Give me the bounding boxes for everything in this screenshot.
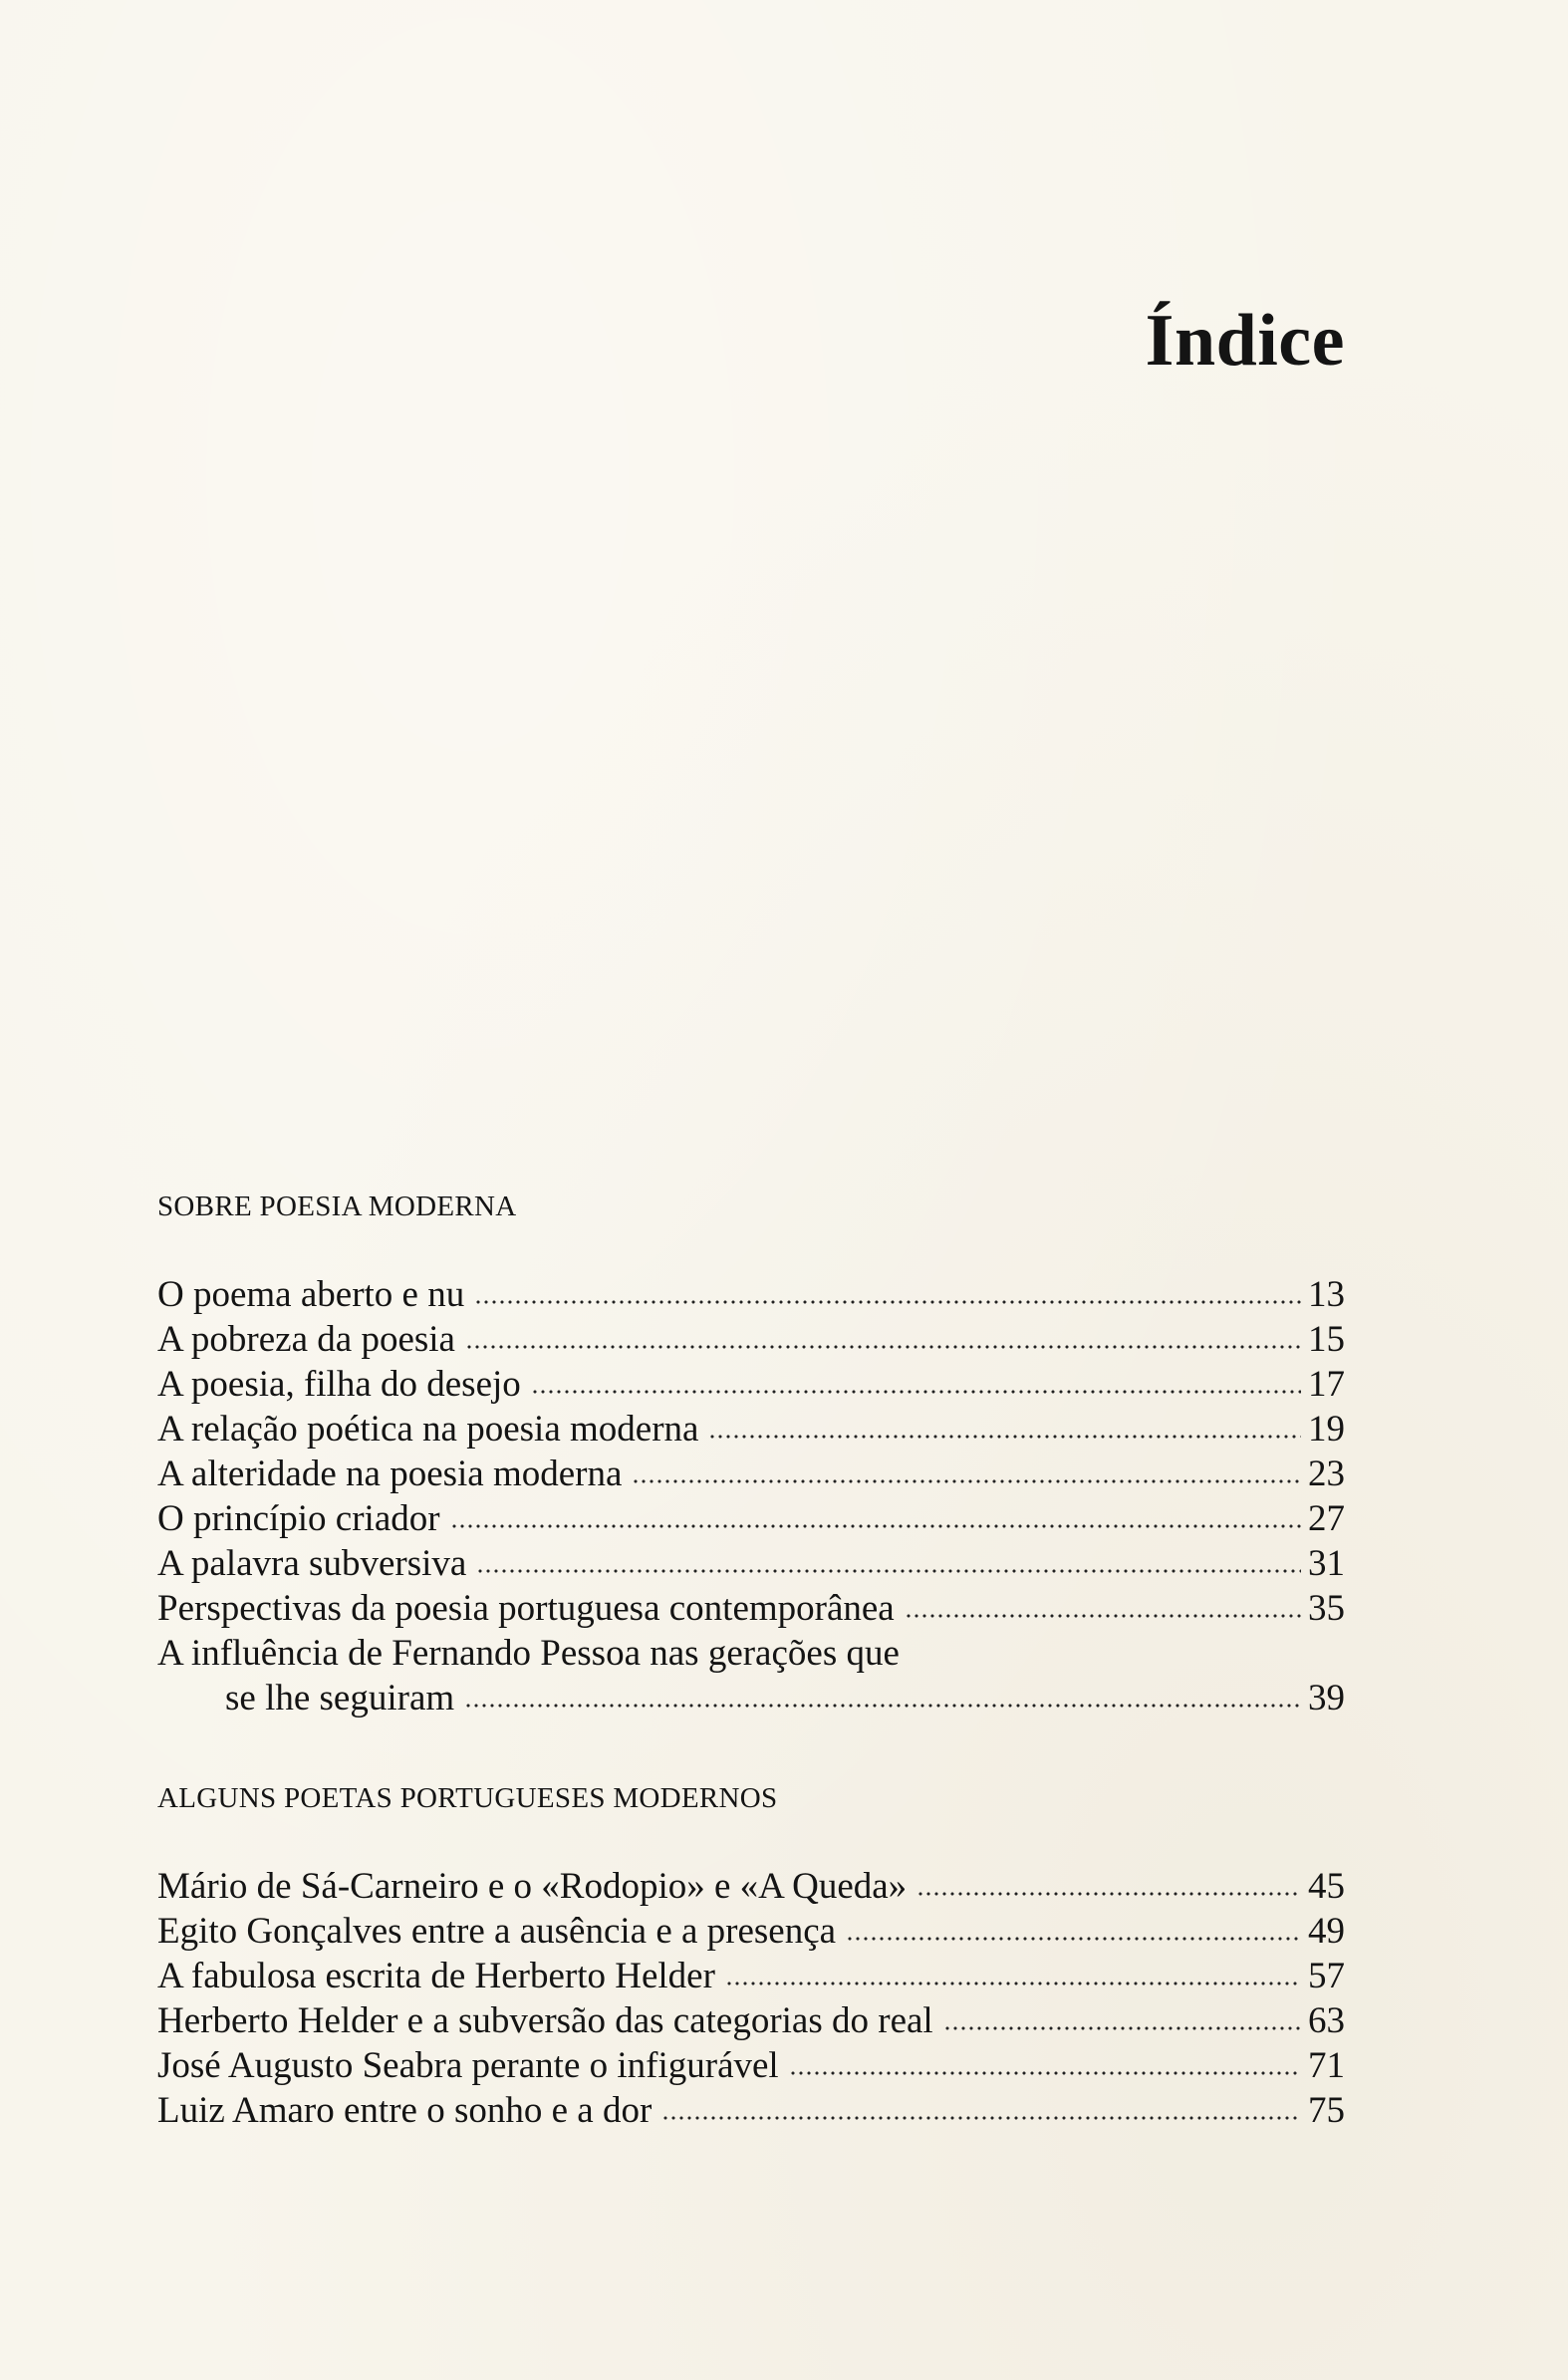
dot-leader [474,1297,1301,1307]
toc-list-section-1 [157,1272,1345,1720]
toc-entry-title-continued: se lhe seguiram [225,1678,455,1719]
dot-leader [465,1342,1301,1352]
toc-entry-page: 57 [1308,1956,1345,1996]
dot-leader [725,1979,1301,1988]
toc-entry-page: 39 [1308,1678,1345,1719]
dot-leader [708,1432,1301,1442]
toc-entry-title: Luiz Amaro entre o sonho e a dor [157,2090,653,2131]
toc-entry-page: 31 [1308,1543,1345,1584]
dot-leader [476,1566,1301,1576]
toc-entry-title: A influência de Fernando Pessoa nas gerações que [157,1633,900,1674]
dot-leader [632,1476,1301,1486]
toc-entry [157,1909,1345,1954]
section-heading-sobre-poesia-moderna: SOBRE POESIA MODERNA [157,1190,517,1222]
toc-entry-page: 71 [1308,2045,1345,2086]
toc-entry-continuation [157,1676,1345,1720]
toc-entry [157,2043,1345,2088]
toc-entry [157,1954,1345,1998]
toc-entry-page: 45 [1308,1866,1345,1907]
toc-entry [157,1586,1345,1631]
toc-entry-title: Egito Gonçalves entre a ausência e a presença [157,1911,837,1952]
toc-entry [157,1631,1345,1676]
toc-entry-title: A relação poética na poesia moderna [157,1409,699,1450]
toc-entry [157,1407,1345,1452]
toc-entry-title: A palavra subversiva [157,1543,467,1584]
toc-entry-title: O poema aberto e nu [157,1274,465,1315]
dot-leader [531,1387,1301,1397]
toc-entry [157,1496,1345,1541]
dot-leader [789,2068,1301,2078]
toc-entry-title: A poesia, filha do desejo [157,1364,521,1405]
toc-entry-page: 23 [1308,1454,1345,1494]
toc-entry-title: A alteridade na poesia moderna [157,1454,623,1494]
toc-entry-page: 27 [1308,1498,1345,1539]
toc-entry [157,2088,1345,2133]
toc-entry-title: Perspectivas da poesia portuguesa contemporânea [157,1588,895,1629]
toc-entry-title: José Augusto Seabra perante o infigurável [157,2045,779,2086]
toc-list-section-2 [157,1864,1345,2133]
toc-entry-page: 35 [1308,1588,1345,1629]
dot-leader [943,2023,1301,2033]
toc-entry [157,1317,1345,1362]
section-heading-alguns-poetas-portugueses-modernos: ALGUNS POETAS PORTUGUESES MODERNOS [157,1782,778,1814]
toc-entry [157,1272,1345,1317]
dot-leader [905,1611,1301,1621]
toc-entry-page: 17 [1308,1364,1345,1405]
toc-entry [157,1998,1345,2043]
toc-entry-title: A fabulosa escrita de Herberto Helder [157,1956,715,1996]
dot-leader [450,1521,1301,1531]
dot-leader [464,1701,1301,1711]
toc-entry-page: 13 [1308,1274,1345,1315]
dot-leader [846,1934,1301,1944]
toc-entry-title: O princípio criador [157,1498,440,1539]
toc-entry-title: Mário de Sá-Carneiro e o «Rodopio» e «A Queda» [157,1866,908,1907]
toc-entry [157,1452,1345,1496]
page-title: Índice [1145,299,1345,382]
toc-entry [157,1541,1345,1586]
toc-entry-page: 19 [1308,1409,1345,1450]
toc-entry-page: 75 [1308,2090,1345,2131]
toc-entry-page: 15 [1308,1319,1345,1360]
toc-entry-page: 63 [1308,2000,1345,2041]
toc-entry-title: A pobreza da poesia [157,1319,455,1360]
toc-entry [157,1362,1345,1407]
dot-leader [661,2113,1301,2123]
dot-leader [916,1889,1301,1899]
toc-entry-page: 49 [1308,1911,1345,1952]
toc-entry [157,1864,1345,1909]
toc-entry-title: Herberto Helder e a subversão das categorias do real [157,2000,933,2041]
